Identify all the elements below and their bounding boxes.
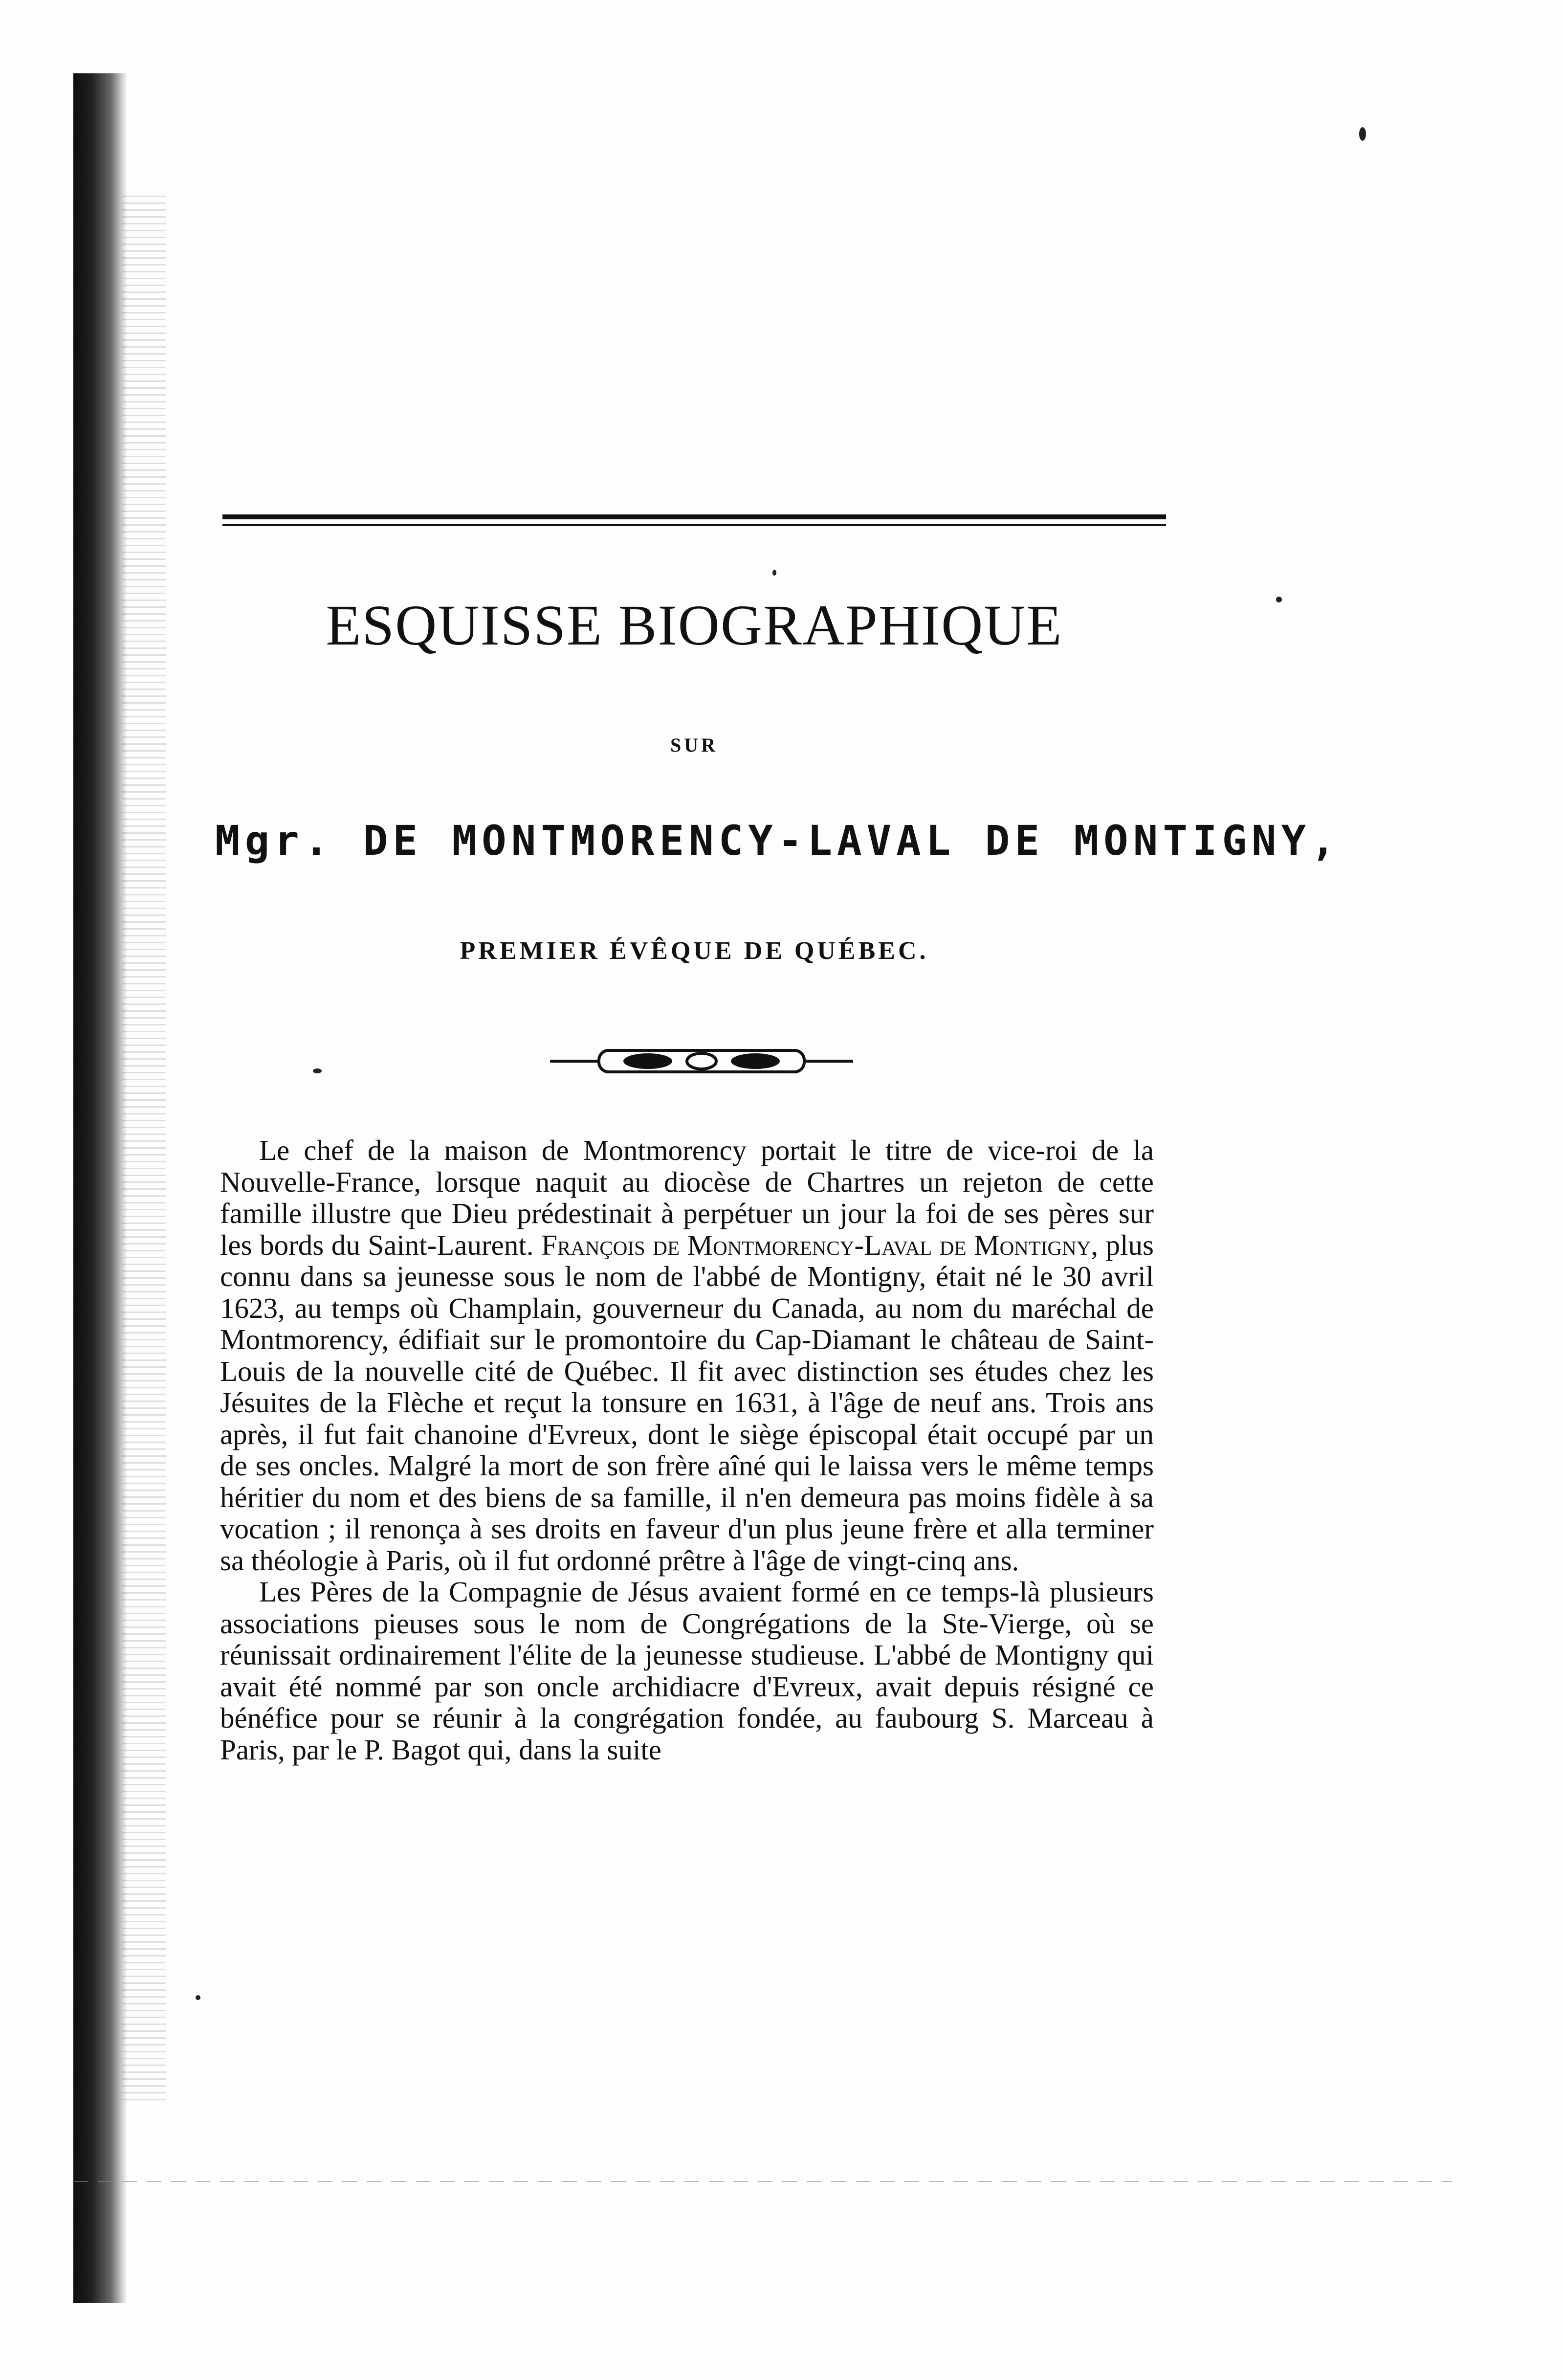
binding-speckle bbox=[122, 196, 166, 2103]
bottom-dashed-line bbox=[73, 2181, 1452, 2182]
body-text bbox=[220, 1134, 1154, 1765]
paragraph-1-name: François de Montmorency-Laval de Montigny bbox=[541, 1228, 1091, 1261]
paragraph-1-lead: Le chef de la maison de Montmorency portait le titre de vice-roi de la Nouvelle-France, lorsque naquit au diocèse de Chartres un rejeton de cette famille illustre que Dieu prédestinait à perpétuer un jour la foi de ses pères sur les bords du Saint-Laurent. bbox=[220, 1134, 1154, 1261]
header-rule-thick bbox=[222, 514, 1166, 519]
stray-mark bbox=[313, 1068, 322, 1073]
ornament-icon bbox=[550, 1046, 853, 1076]
paragraph-1-rest: , plus connu dans sa jeunesse sous le nom de l'abbé de Montigny, était né le 30 avril 1623, au temps où Champlain, gouverneur du Canada, au nom du maréchal de Montmorency, édifiait sur le promontoire du Cap-Diamant le château de Saint-Louis de la nouvelle cité de Québec. Il fit avec distinction ses études chez les Jésuites de la Flèche et reçut la tonsure en 1631, à l'âge de neuf ans. Trois ans après, il fut fait chanoine d'Evreux, dont le siège épiscopal était occupé par un de ses oncles. Malgré la mort de son frère aîné qui le laissa vers le même temps héritier du nom et des biens de sa famille, il n'en demeura pas moins fidèle à sa vocation ; il renonça à ses droits en faveur d'un plus jeune frère et alla terminer sa théologie à Paris, où il fut ordonné prêtre à l'âge de vingt-cinq ans. bbox=[220, 1228, 1154, 1577]
binding-shadow bbox=[73, 73, 127, 2303]
stray-mark bbox=[1276, 597, 1282, 602]
paragraph-1 bbox=[220, 1134, 1154, 1576]
paragraph-2: Les Pères de la Compagnie de Jésus avaient formé en ce temps-là plusieurs associations pieuses sous le nom de Congrégations de la Ste-Vierge, où se réunissait ordinairement l'élite de la jeunesse studieuse. L'abbé de Montigny qui avait été nommé par son oncle archidiacre d'Evreux, avait depuis résigné ce bénéfice pour se réunir à la congrégation fondée, au faubourg S. Marceau à Paris, par le P. Bagot qui, dans la suite bbox=[220, 1576, 1154, 1766]
page-title: ESQUISSE BIOGRAPHIQUE bbox=[326, 593, 1063, 657]
header-rule-thin bbox=[222, 524, 1166, 526]
sur-label: SUR bbox=[670, 734, 719, 756]
subtitle-heading: PREMIER ÉVÊQUE DE QUÉBEC. bbox=[460, 937, 929, 965]
stray-mark bbox=[1359, 127, 1366, 141]
stray-mark bbox=[196, 1995, 200, 2000]
subject-heading: Mgr. DE MONTMORENCY-LAVAL DE MONTIGNY, bbox=[215, 817, 1341, 865]
stray-mark bbox=[772, 570, 776, 576]
